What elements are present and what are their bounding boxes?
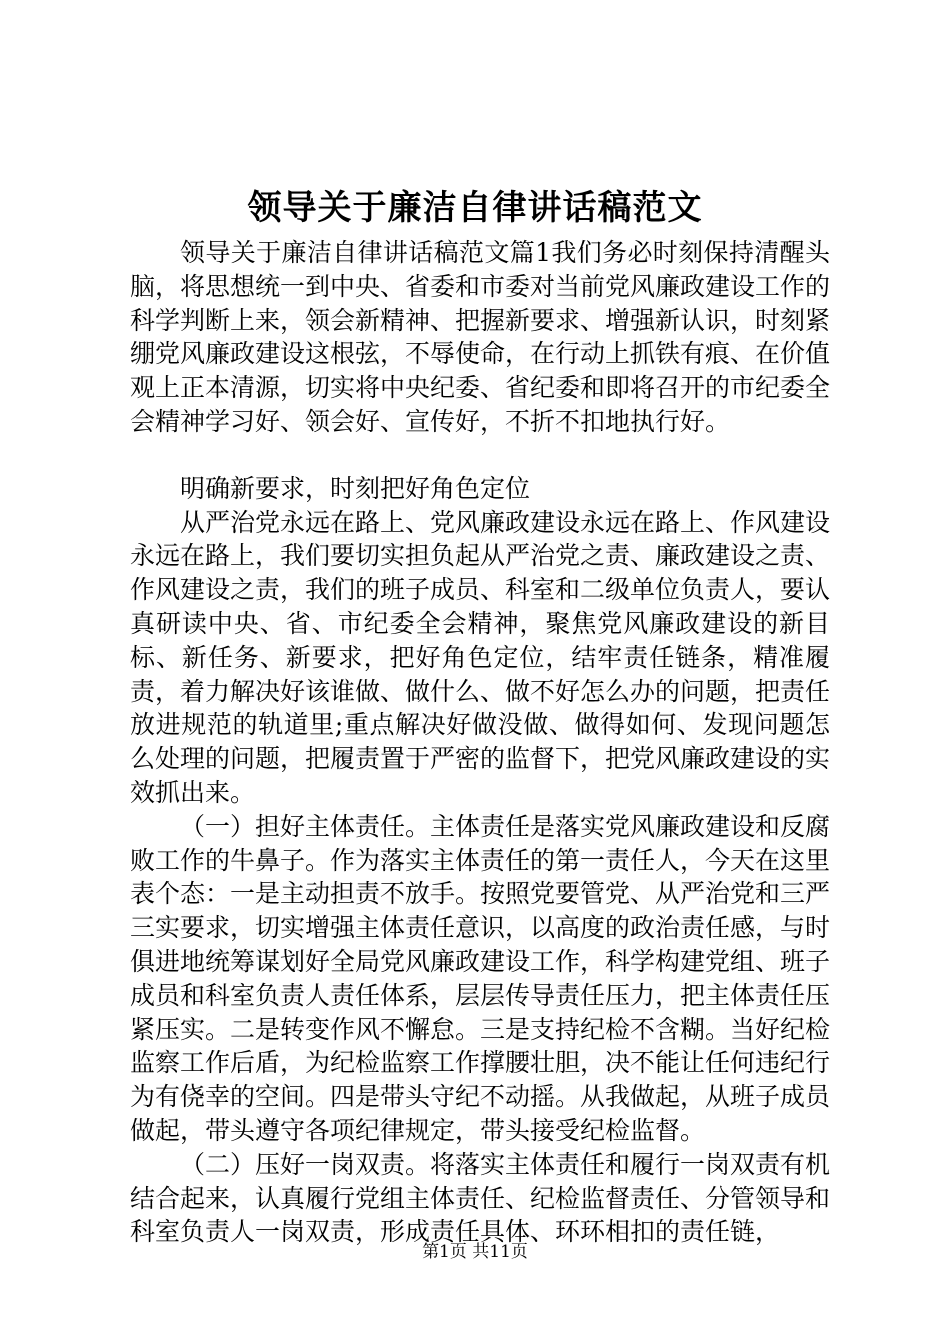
section-heading: 明确新要求，时刻把好角色定位 bbox=[180, 473, 531, 503]
paragraph-intro: 领导关于廉洁自律讲话稿范文篇1我们务必时刻保持清醒头脑，将思想统一到中央、省委和市委对当前党风廉政建设工作的科学判断上来，领会新精神、把握新要求、增强新认识，时刻紧绷党风廉政建设这根弦，不辱使命，在行动上抓铁有痕、在价值观上正本清源，切实将中央纪委、省纪委和即将召开的市纪委全会精神学习好、领会好、宣传好，不折不扣地执行好。 bbox=[130, 238, 831, 436]
document-title: 领导关于廉洁自律讲话稿范文 bbox=[247, 188, 703, 228]
paragraph-main-responsibility: （一）担好主体责任。主体责任是落实党风廉政建设和反腐败工作的牛鼻子。作为落实主体责任的第一责任人，今天在这里表个态：一是主动担责不放手。按照党要管党、从严治党和三严三实要求，切实增强主体责任意识，以高度的政治责任感，与时俱进地统筹谋划好全局党风廉政建设工作，科学构建党组、班子成员和科室负责人责任体系，层层传导责任压力，把主体责任压紧压实。二是转变作风不懈怠。三是支持纪检不含糊。当好纪检监察工作后盾，为纪检监察工作撑腰壮胆，决不能让任何违纪行为有侥幸的空间。四是带头守纪不动摇。从我做起，从班子成员做起，带头遵守各项纪律规定，带头接受纪检监督。 bbox=[130, 811, 831, 1145]
page-footer: 第1页 共11页 bbox=[422, 1242, 528, 1262]
document-body bbox=[130, 236, 830, 1249]
paragraph-dual-responsibility: （二）压好一岗双责。将落实主体责任和履行一岗双责有机结合起来，认真履行党组主体责任、纪检监督责任、分管领导和科室负责人一岗双责，形成责任具体、环环相扣的责任链， bbox=[130, 1149, 831, 1247]
paragraph-requirements: 从严治党永远在路上、党风廉政建设永远在路上、作风建设永远在路上，我们要切实担负起从严治党之责、廉政建设之责、作风建设之责，我们的班子成员、科室和二级单位负责人，要认真研读中央、省、市纪委全会精神，聚焦党风廉政建设的新目标、新任务、新要求，把好角色定位，结牢责任链条，精准履责，着力解决好该谁做、做什么、做不好怎么办的问题，把责任放进规范的轨道里;重点解决好做没做、做得如何、发现问题怎么处理的问题，把履责置于严密的监督下，把党风廉政建设的实效抓出来。 bbox=[130, 507, 831, 807]
